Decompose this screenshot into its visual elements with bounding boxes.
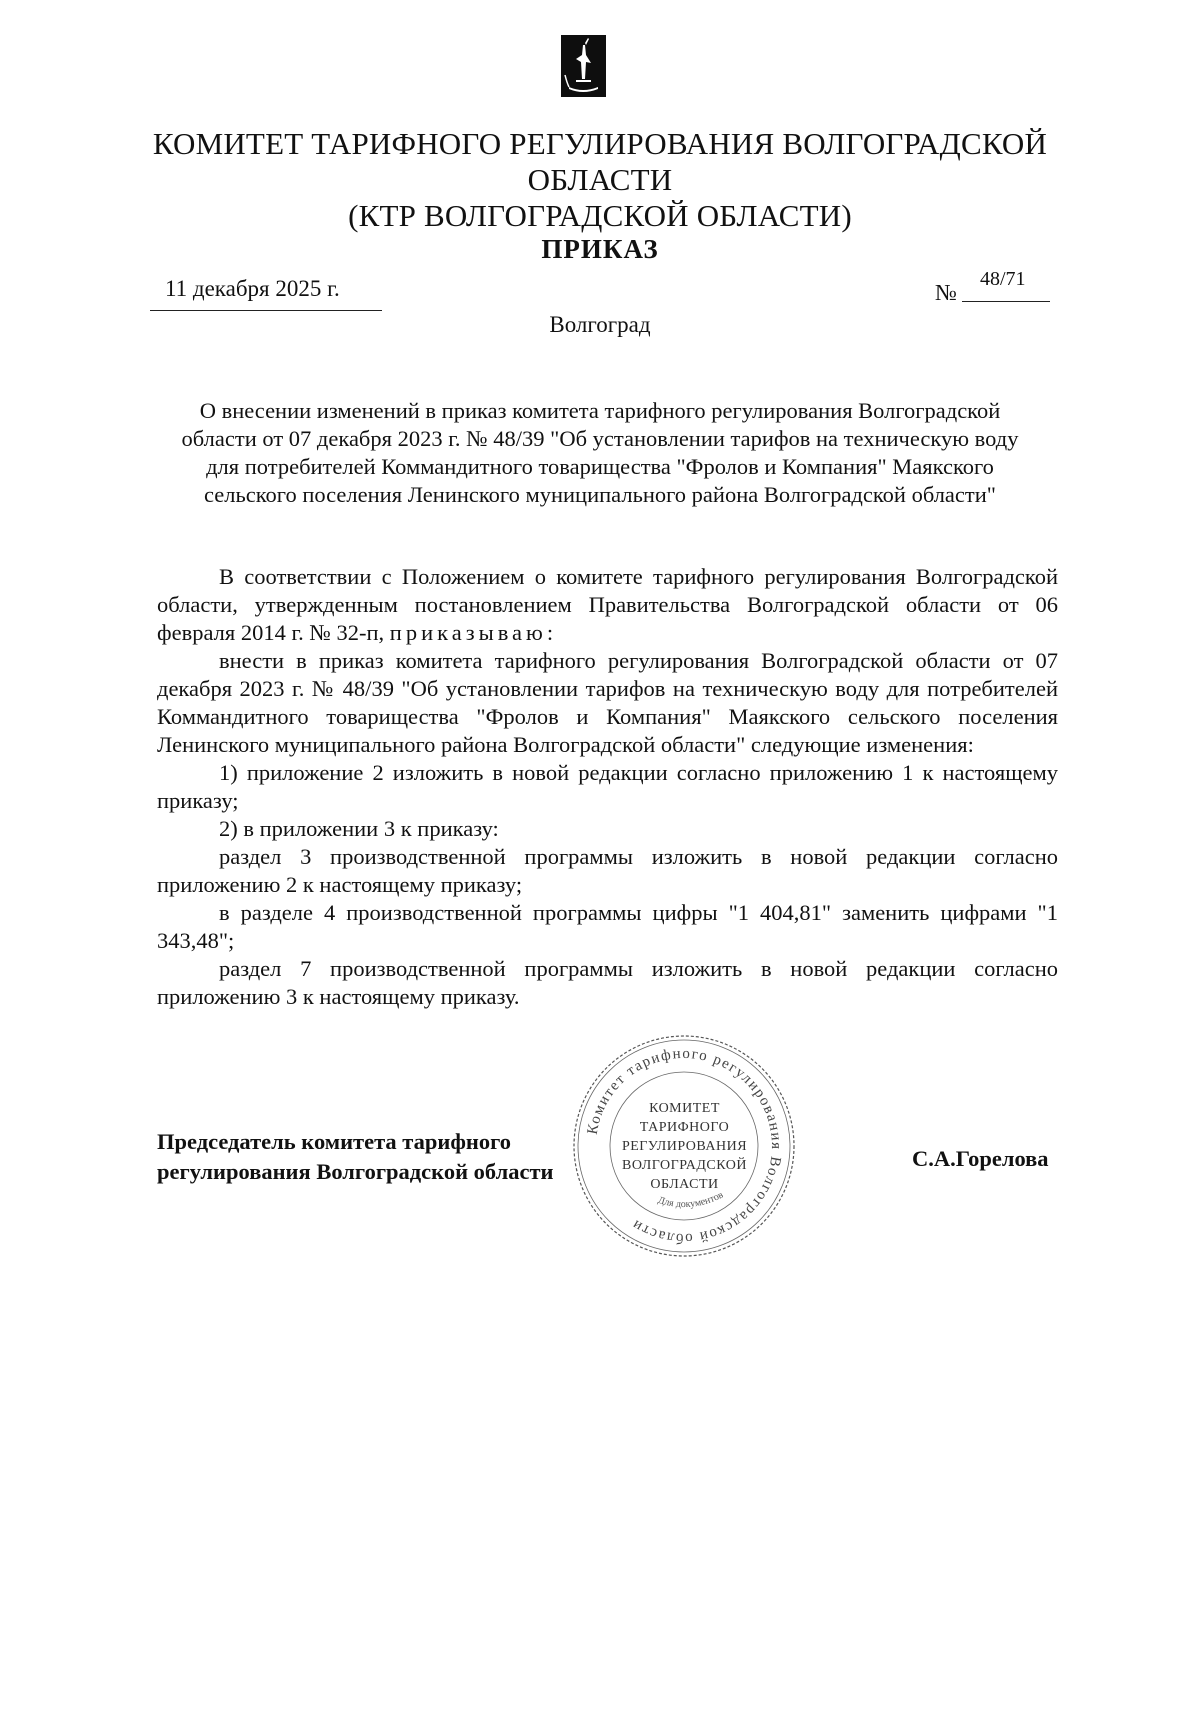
body-paragraph: раздел 7 производственной программы изложить в новой редакции согласно приложению 3 к настоящему приказу. <box>157 956 1058 1009</box>
organization-name-line2: (КТР ВОЛГОГРАДСКОЙ ОБЛАСТИ) <box>348 198 852 233</box>
document-title: ПРИКАЗ <box>541 234 659 264</box>
subject-line: сельского поселения Ленинского муниципального района Волгоградской области" <box>204 482 996 507</box>
order-number-label: № <box>935 280 957 305</box>
organization-name <box>120 126 1080 234</box>
preamble-text: В соответствии с Положением о комитете тарифного регулирования Волгоградской области, утвержденным постановлением Правительства Волгоградской области от 06 февраля 2014 г. № 32-п, <box>157 564 1058 645</box>
order-body <box>157 563 1058 1011</box>
body-paragraph <box>157 563 1058 647</box>
organization-name-line1: КОМИТЕТ ТАРИФНОГО РЕГУЛИРОВАНИЯ ВОЛГОГРАДСКОЙ ОБЛАСТИ <box>152 126 1048 197</box>
order-word: приказываю: <box>389 620 558 645</box>
subject-line: О внесении изменений в приказ комитета тарифного регулирования Волгоградской <box>199 398 1001 423</box>
order-subject <box>150 397 1050 509</box>
signatory-title-line2: регулирования Волгоградской области <box>157 1159 554 1184</box>
signatory-title-line1: Председатель комитета тарифного <box>157 1129 512 1154</box>
seal-line: КОМИТЕТ <box>649 1101 720 1116</box>
body-paragraph: раздел 3 производственной программы изложить в новой редакции согласно приложению 2 к настоящему приказу; <box>157 844 1058 897</box>
body-paragraph: 1) приложение 2 изложить в новой редакции согласно приложению 1 к настоящему приказу; <box>157 760 1058 813</box>
subject-line: области от 07 декабря 2023 г. № 48/39 "Об установлении тарифов на техническую воду <box>181 426 1019 451</box>
signatory-title <box>157 1127 554 1187</box>
seal-line: ОБЛАСТИ <box>650 1177 719 1192</box>
order-date: 11 декабря 2025 г. <box>165 276 340 301</box>
subject-line: для потребителей Коммандитного товарищества "Фролов и Компания" Маякского <box>206 454 994 479</box>
order-city: Волгоград <box>549 312 651 337</box>
body-paragraph: внести в приказ комитета тарифного регулирования Волгоградской области от 07 декабря 2023 г. № 48/39 "Об установлении тарифов на техническую воду для потребителей Коммандитного товарищества "Фролов и Компания" Маякского сельского поселения Ленинского муниципального района Волгоградской области" следующие изменения: <box>157 648 1058 757</box>
seal-line: ВОЛГОГРАДСКОЙ <box>622 1158 747 1173</box>
coat-of-arms-icon <box>561 35 606 97</box>
number-underline <box>962 301 1050 302</box>
body-paragraph: 2) в приложении 3 к приказу: <box>219 816 499 841</box>
seal-line: ТАРИФНОГО <box>639 1120 730 1135</box>
seal-line: РЕГУЛИРОВАНИЯ <box>621 1139 748 1154</box>
seal-bottom-text: Для документов <box>656 1189 726 1211</box>
signatory-name: С.А.Горелова <box>912 1146 1049 1171</box>
seal-center-text <box>602 1099 767 1194</box>
date-underline <box>150 310 382 311</box>
order-number: 48/71 <box>980 268 1026 290</box>
seal-ring-text: Комитет тарифного регулирования Волгоградской области <box>584 1045 785 1247</box>
body-paragraph: в разделе 4 производственной программы цифры "1 404,81" заменить цифрами "1 343,48"; <box>157 900 1058 953</box>
